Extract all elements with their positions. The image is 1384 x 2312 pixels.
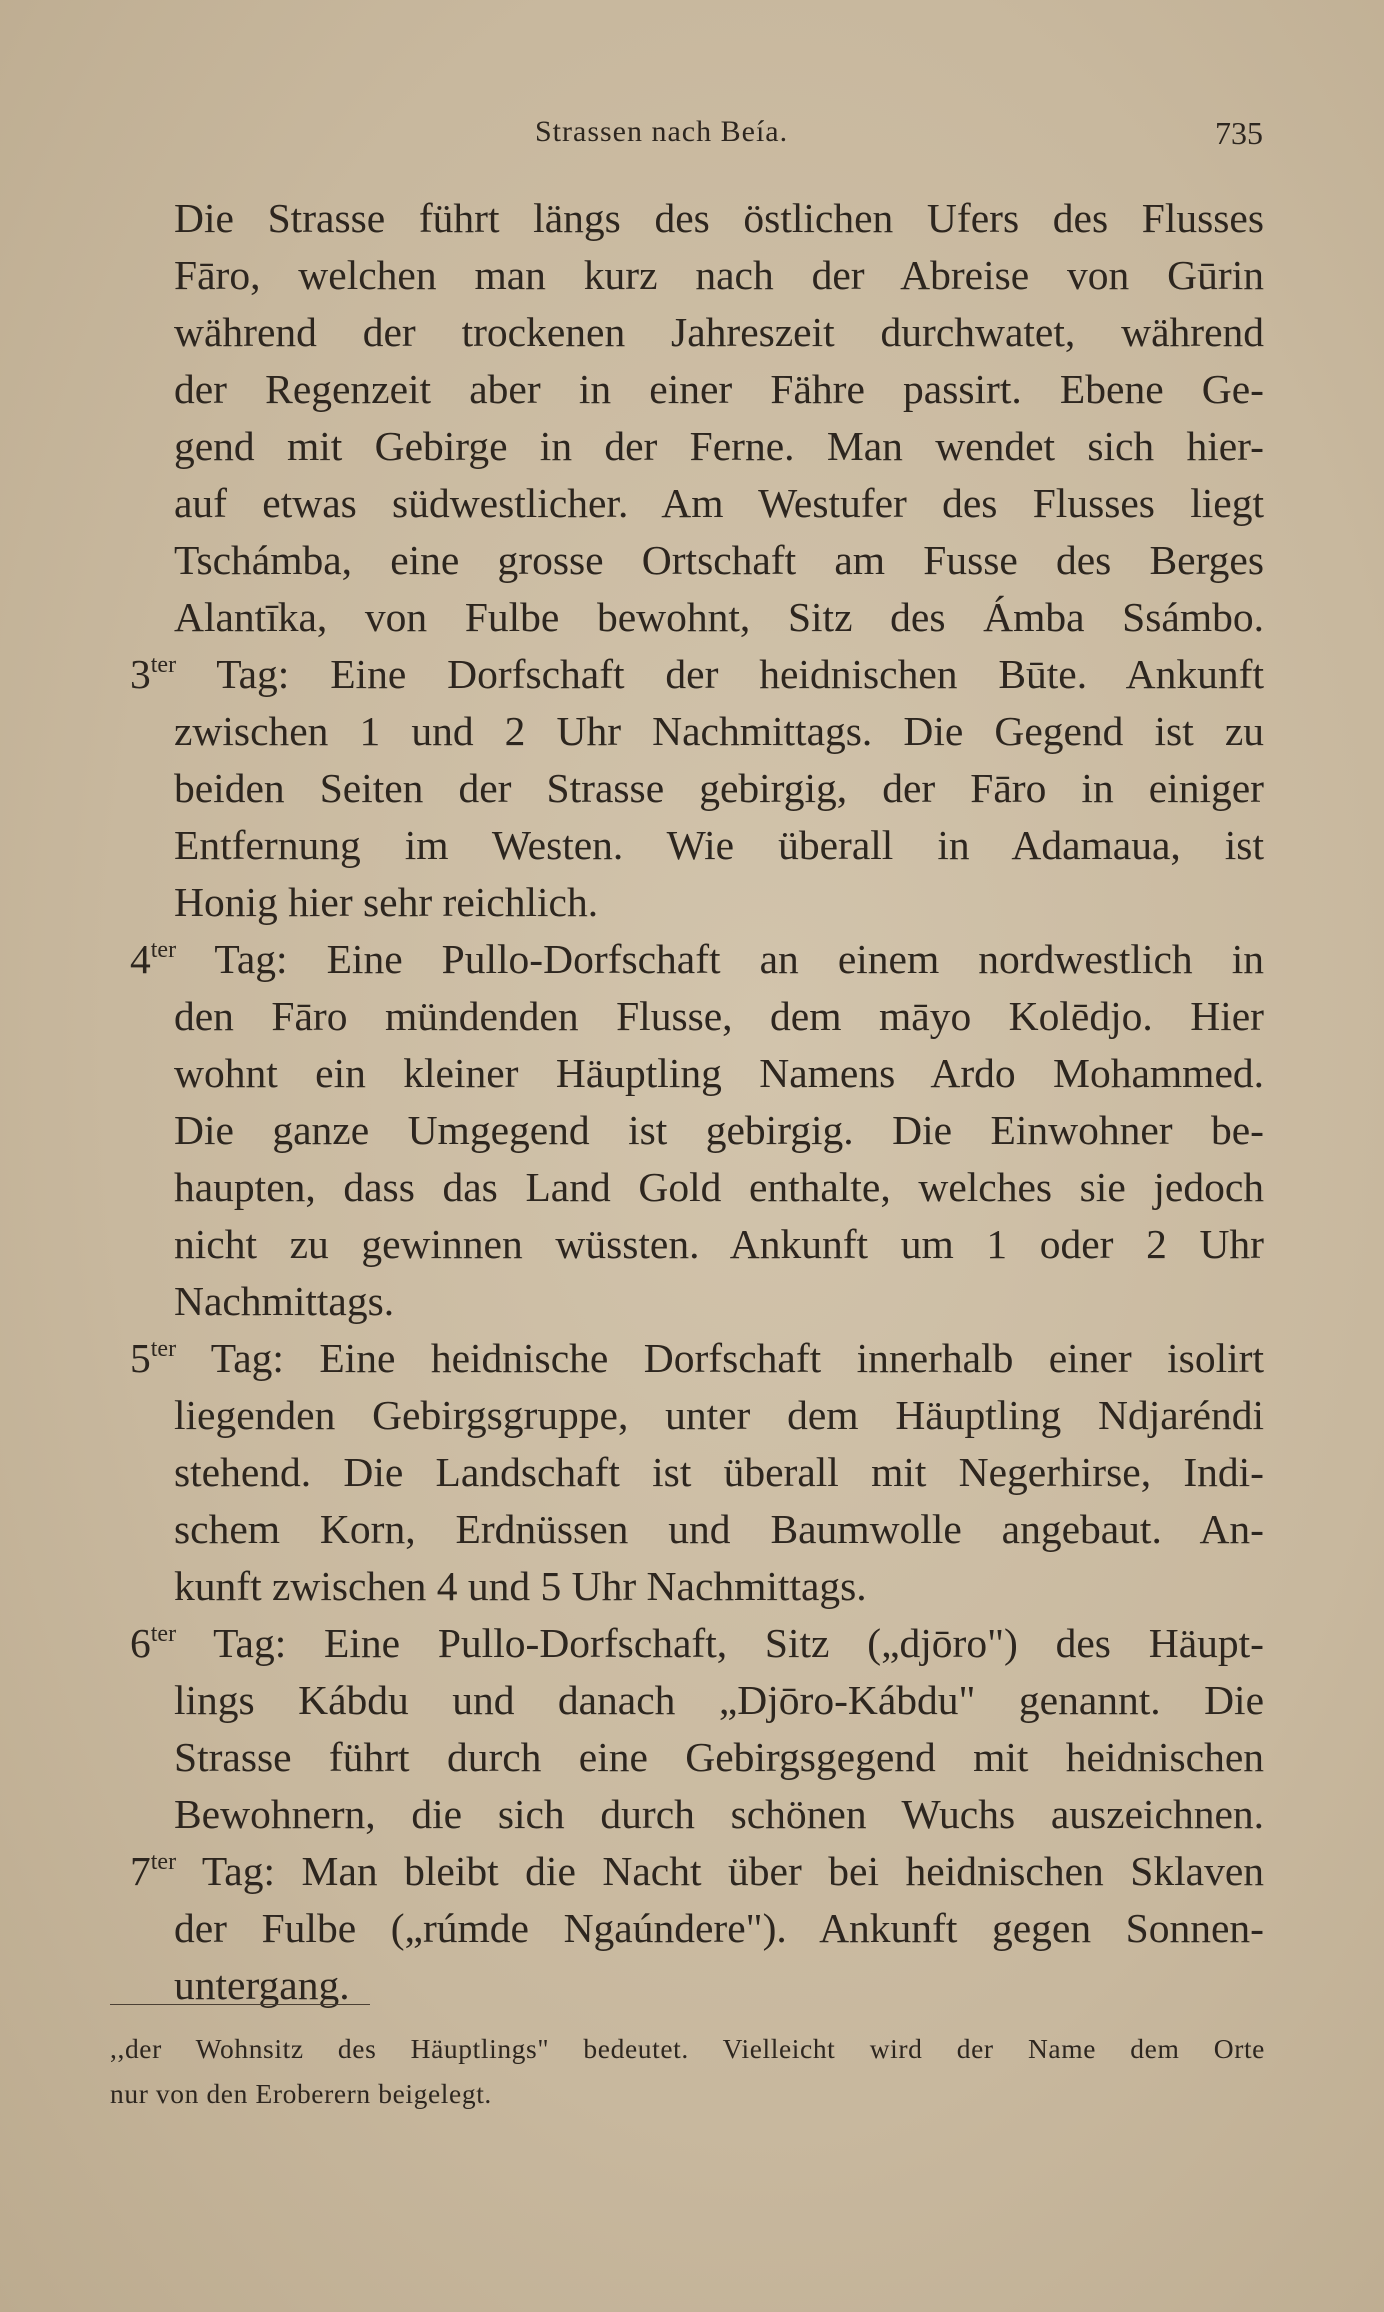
text-line: auf etwas südwestlicher. Am Westufer des Flusses liegt: [174, 480, 1264, 526]
entry-first-line: Tag: Man bleibt die Nacht über bei heidnischen Sklaven: [201, 1848, 1264, 1894]
text-line: Die Strasse führt längs des östlichen Ufers des Flusses: [174, 195, 1264, 241]
text-line: Honig hier sehr reichlich.: [174, 879, 599, 925]
text-line: stehend. Die Landschaft ist überall mit Negerhirse, Indi-: [174, 1449, 1264, 1495]
text-line: der Fulbe („rúmde Ngaúndere"). Ankunft gegen Sonnen-: [174, 1905, 1264, 1951]
footnote-line: ,,der Wohnsitz des Häuptlings" bedeutet. Vielleicht wird der Name dem Orte: [110, 2033, 1265, 2064]
day-entry-heading: [130, 1330, 1264, 1387]
text-line: zwischen 1 und 2 Uhr Nachmittags. Die Gegend ist zu: [174, 708, 1264, 754]
text-line: während der trockenen Jahreszeit durchwatet, während: [174, 309, 1264, 355]
text-line: den Fāro mündenden Flusse, dem māyo Kolēdjo. Hier: [174, 993, 1264, 1039]
footnote: [110, 2026, 1265, 2116]
text-line: schem Korn, Erdnüssen und Baumwolle angebaut. An-: [174, 1506, 1264, 1552]
running-title: Strassen nach Beía.: [535, 115, 789, 148]
body-text: [130, 190, 1264, 2014]
text-line: Tschámba, eine grosse Ortschaft am Fusse des Berges: [174, 537, 1264, 583]
page-header: [0, 115, 1384, 165]
text-line: Strasse führt durch eine Gebirgsgegend mit heidnischen: [174, 1734, 1264, 1780]
text-line: untergang.: [174, 1962, 350, 2008]
footnote-line: nur von den Eroberern beigelegt.: [110, 2078, 492, 2109]
text-line: lings Kábdu und danach „Djōro-Kábdu" genannt. Die: [174, 1677, 1264, 1723]
text-line: Fāro, welchen man kurz nach der Abreise von Gūrin: [174, 252, 1264, 298]
day-number: $4^{ter}$: [130, 936, 177, 982]
day-number: $3^{ter}$: [130, 651, 177, 697]
entry-first-line: Tag: Eine Pullo-Dorfschaft, Sitz („djōro") des Häupt-: [213, 1620, 1264, 1666]
text-line: wohnt ein kleiner Häuptling Namens Ardo Mohammed.: [174, 1050, 1264, 1096]
day-entry-heading: [130, 1615, 1264, 1672]
day-number: $6^{ter}$: [130, 1620, 177, 1666]
day-entry-heading: [130, 646, 1264, 703]
footnote-rule: [110, 2004, 370, 2005]
text-line: Die ganze Umgegend ist gebirgig. Die Einwohner be-: [174, 1107, 1264, 1153]
text-line: kunft zwischen 4 und 5 Uhr Nachmittags.: [174, 1563, 867, 1609]
text-line: liegenden Gebirgsgruppe, unter dem Häuptling Ndjaréndi: [174, 1392, 1264, 1438]
text-line: haupten, dass das Land Gold enthalte, welches sie jedoch: [174, 1164, 1264, 1210]
text-line: beiden Seiten der Strasse gebirgig, der Fāro in einiger: [174, 765, 1264, 811]
text-line: nicht zu gewinnen wüssten. Ankunft um 1 oder 2 Uhr: [174, 1221, 1264, 1267]
text-line: Bewohnern, die sich durch schönen Wuchs auszeichnen.: [174, 1791, 1264, 1837]
day-number: $5^{ter}$: [130, 1335, 177, 1381]
text-line: Nachmittags.: [174, 1278, 395, 1324]
entry-first-line: Tag: Eine heidnische Dorfschaft innerhalb einer isolirt: [210, 1335, 1264, 1381]
page-number: 735: [1215, 115, 1263, 151]
text-line: gend mit Gebirge in der Ferne. Man wendet sich hier-: [174, 423, 1264, 469]
text-line: Alantīka, von Fulbe bewohnt, Sitz des Ámba Ssámbo.: [174, 594, 1264, 640]
text-line: der Regenzeit aber in einer Fähre passirt. Ebene Ge-: [174, 366, 1264, 412]
text-line: Entfernung im Westen. Wie überall in Adamaua, ist: [174, 822, 1264, 868]
entry-first-line: Tag: Eine Pullo-Dorfschaft an einem nordwestlich in: [214, 936, 1264, 982]
day-number: $7^{ter}$: [130, 1848, 177, 1894]
entry-first-line: Tag: Eine Dorfschaft der heidnischen Būte. Ankunft: [216, 651, 1264, 697]
day-entry-heading: [130, 1843, 1264, 1900]
day-entry-heading: [130, 931, 1264, 988]
